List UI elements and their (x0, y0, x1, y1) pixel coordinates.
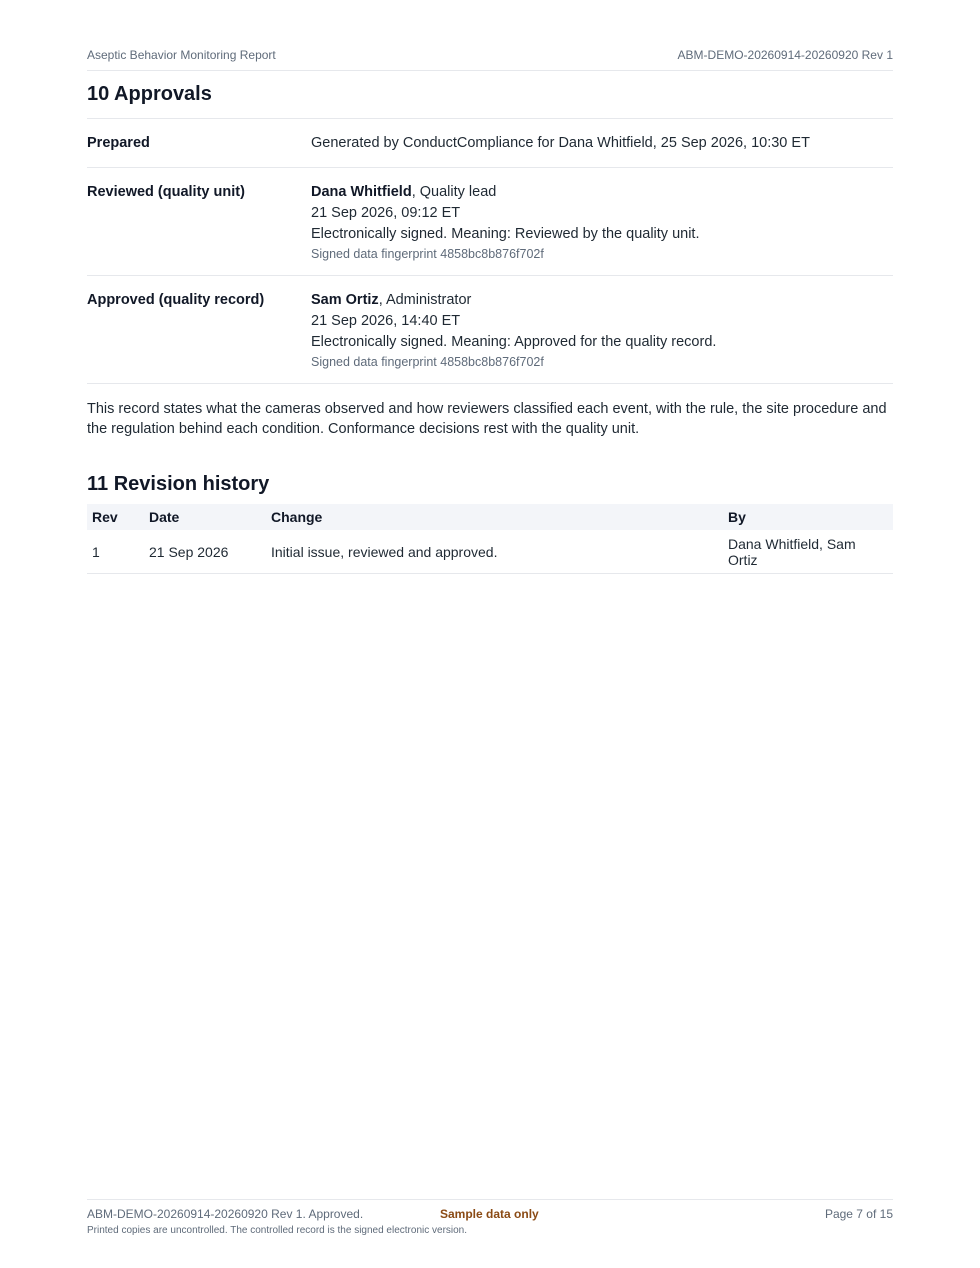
signer-name: Sam Ortiz (311, 292, 379, 308)
revision-history-heading: 11 Revision history (87, 473, 270, 495)
signature-fingerprint: Signed data fingerprint 4858bc8b876f702f (311, 355, 544, 369)
column-header-rev: Rev (87, 504, 144, 530)
cell-by: Dana Whitfield, Sam Ortiz (723, 530, 893, 574)
approval-label: Approved (quality record) (87, 292, 265, 308)
footer-note: Printed copies are uncontrolled. The controlled record is the signed electronic version. (87, 1225, 468, 1236)
signature-datetime: 21 Sep 2026, 09:12 ET (311, 205, 461, 221)
revision-history-table (87, 504, 893, 574)
signer-line (311, 182, 893, 203)
cell-rev: 1 (87, 530, 144, 574)
signature-datetime: 21 Sep 2026, 14:40 ET (311, 313, 461, 329)
column-header-change: Change (266, 504, 723, 530)
column-header-by: By (723, 504, 893, 530)
footer-document-status: ABM-DEMO-20260914-20260920 Rev 1. Approved. (87, 1207, 364, 1221)
signer-line (311, 290, 893, 311)
approval-row-prepared (87, 119, 893, 168)
table-header-row (87, 504, 893, 530)
approval-detail (311, 133, 893, 154)
cell-change: Initial issue, reviewed and approved. (266, 530, 723, 574)
approval-label: Prepared (87, 135, 150, 151)
approvals-statement: This record states what the cameras observed and how reviewers classified each event, with the rule, the site procedure and the regulation behind each condition. Conformance decisions rest with the quality unit. (87, 401, 887, 437)
signer-name: Dana Whitfield (311, 184, 412, 200)
prepared-text: Generated by ConductCompliance for Dana Whitfield, 25 Sep 2026, 10:30 ET (311, 135, 810, 151)
signer-role: , Quality lead (411, 184, 497, 200)
running-footer (87, 1199, 893, 1236)
approval-row-approved (87, 276, 893, 384)
approvals-heading: 10 Approvals (87, 80, 893, 119)
document-id: ABM-DEMO-20260914-20260920 Rev 1 (677, 48, 893, 62)
approval-detail (311, 182, 893, 262)
signer-role: , Administrator (378, 292, 472, 308)
approval-row-reviewed (87, 168, 893, 276)
signature-fingerprint: Signed data fingerprint 4858bc8b876f702f (311, 247, 544, 261)
report-title: Aseptic Behavior Monitoring Report (87, 48, 276, 62)
signature-meaning: Electronically signed. Meaning: Reviewed by the quality unit. (311, 226, 700, 242)
sample-data-badge: Sample data only (440, 1207, 539, 1221)
cell-date: 21 Sep 2026 (144, 530, 266, 574)
running-header (87, 48, 893, 71)
page-number: Page 7 of 15 (824, 1207, 893, 1221)
approval-label: Reviewed (quality unit) (87, 184, 245, 200)
page-content (87, 80, 893, 574)
signature-meaning: Electronically signed. Meaning: Approved for the quality record. (311, 334, 717, 350)
table-row (87, 530, 893, 574)
approval-detail (311, 290, 893, 370)
column-header-date: Date (144, 504, 266, 530)
footer-line (87, 1207, 893, 1223)
